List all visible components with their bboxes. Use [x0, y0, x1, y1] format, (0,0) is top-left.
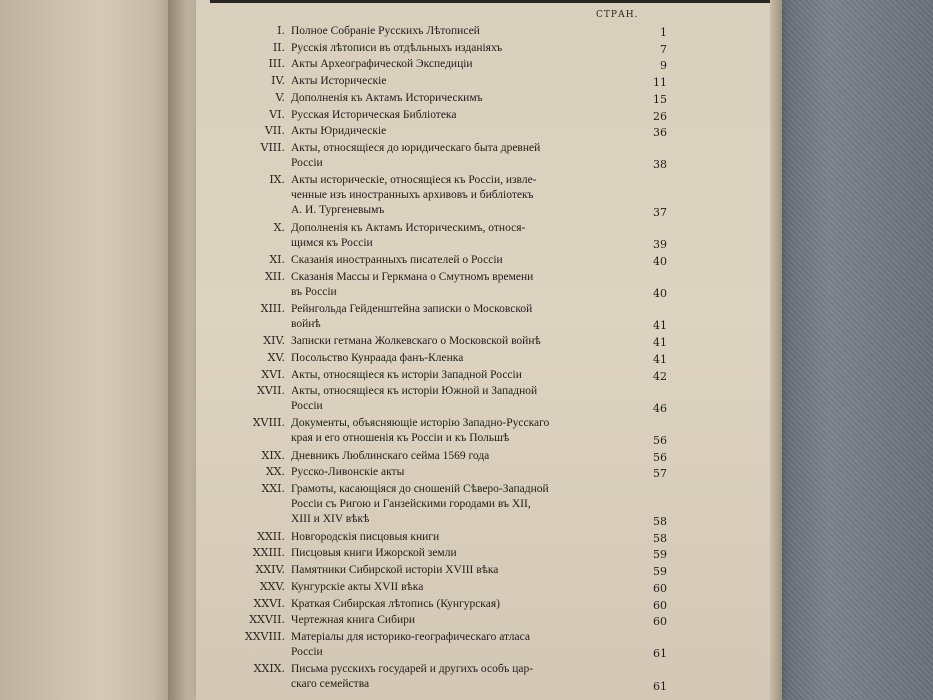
entry-number: XIX. — [261, 448, 285, 462]
entry-page-number: 26 — [653, 109, 667, 123]
toc-entry — [215, 301, 667, 333]
entry-page-number: 61 — [653, 679, 667, 693]
toc-entry — [215, 367, 667, 383]
entry-title-line: Кунгурскіе акты XVII вѣка — [291, 580, 424, 593]
entry-number: XX. — [265, 465, 285, 479]
entry-page-number: 42 — [653, 369, 667, 383]
entry-page-number: 9 — [660, 59, 667, 73]
entry-title-line: Краткая Сибирская лѣтопись (Кунгурская) — [291, 597, 500, 610]
toc-entry — [215, 220, 667, 252]
page-column-header: СТРАН. — [596, 10, 639, 20]
entry-page-number: 40 — [653, 255, 667, 268]
toc-entry — [215, 350, 667, 366]
entry-page-number: 11 — [653, 76, 667, 90]
entry-title-line: Чертежная книга Сибири — [291, 614, 416, 627]
entry-page-number: 39 — [653, 238, 667, 252]
toc-entry — [215, 579, 667, 595]
entry-page-number: 60 — [653, 598, 667, 612]
toc-entry — [215, 384, 667, 415]
entry-number: II. — [272, 40, 285, 54]
toc-entry — [215, 465, 667, 481]
entry-page-number: 37 — [653, 206, 667, 220]
entry-title-line: Русскія лѣтописи въ отдѣльныхъ изданіяхъ — [291, 41, 503, 54]
entry-title-line: Записки гетмана Жолкевскаго о Московской войнѣ — [291, 335, 541, 348]
entry-title-line: Акты, относящіеся къ исторіи Южной и Западной — [291, 385, 538, 398]
entry-number: XXVI. — [253, 596, 285, 610]
entry-number: VIII. — [260, 140, 285, 154]
toc-entry — [215, 140, 667, 172]
entry-title — [291, 416, 655, 446]
entry-page-number: 15 — [653, 92, 667, 106]
entry-title — [291, 74, 655, 89]
entry-number: I. — [277, 24, 285, 37]
entry-title-line: Россіи — [291, 156, 323, 169]
entry-number: XIV. — [263, 334, 285, 348]
entry-title — [291, 449, 655, 464]
toc-entry — [215, 662, 667, 693]
toc-entry — [215, 124, 667, 140]
entry-title — [291, 221, 655, 251]
entry-title-line: Полное Собраніе Русскихъ Лѣтописей — [291, 25, 480, 37]
entry-number: VI. — [269, 107, 285, 121]
entry-page-number: 59 — [653, 565, 667, 579]
entry-number: VII. — [264, 124, 285, 138]
entry-title — [291, 384, 655, 414]
entry-page-number: 46 — [653, 401, 667, 415]
entry-title — [291, 57, 655, 72]
entry-number: III. — [268, 57, 285, 71]
entry-title-line: Акты Археографической Экспедиціи — [291, 58, 473, 71]
entry-title — [291, 108, 655, 123]
entry-number: X. — [273, 220, 285, 234]
entry-page-number: 60 — [653, 581, 667, 595]
entry-title-line: Грамоты, касающіяся до сношеній Сѣверо-Западной — [291, 483, 549, 495]
entry-title-line: Посольство Кунраада фанъ-Кленка — [291, 351, 464, 364]
entry-title — [291, 270, 655, 300]
entry-title — [291, 334, 655, 349]
entry-title-line: Письма русскихъ государей и другихъ особъ цар- — [291, 663, 534, 676]
entry-title-line: войнѣ — [291, 317, 321, 330]
entry-title-line: Акты, относящіеся къ исторіи Западной Россіи — [291, 368, 522, 381]
entry-title — [291, 613, 655, 628]
entry-title — [291, 563, 655, 578]
entry-page-number: 38 — [653, 158, 667, 172]
entry-title — [291, 580, 655, 595]
entry-number: XI. — [269, 253, 285, 266]
entry-title — [291, 368, 655, 383]
toc-entry — [215, 334, 667, 350]
entry-number: XXIII. — [252, 546, 285, 560]
entry-number: XXIV. — [255, 563, 285, 577]
entry-title-line: Россіи съ Ригою и Ганзейскими городами въ XII, — [291, 498, 531, 510]
entry-title-line: Новгородскія писцовыя книги — [291, 530, 440, 543]
entry-page-number: 41 — [653, 319, 667, 333]
entry-page-number: 41 — [653, 352, 667, 366]
toc-entry — [215, 546, 667, 562]
entry-number: XXV. — [259, 579, 285, 593]
entry-page-number: 1 — [660, 26, 667, 39]
entry-number: XII. — [264, 269, 285, 283]
entry-number: XXVII. — [249, 613, 285, 627]
entry-title-line: XIII и XIV вѣкѣ — [291, 513, 370, 525]
entry-title — [291, 141, 655, 171]
entry-page-number: 7 — [660, 42, 667, 56]
entry-title-line: Акты, относящіеся до юридическаго быта древней — [291, 141, 541, 154]
entry-page-number: 57 — [653, 467, 667, 481]
entry-title-line: въ Россіи — [291, 285, 337, 298]
toc-entry — [215, 269, 667, 301]
entry-page-number: 59 — [653, 548, 667, 562]
entry-number: XIII. — [260, 301, 285, 315]
entry-number: XVIII. — [252, 416, 285, 430]
entry-title — [291, 91, 655, 106]
toc-entry — [215, 57, 667, 73]
entry-title — [291, 546, 655, 561]
entry-title — [291, 253, 655, 268]
entry-page-number: 58 — [653, 515, 667, 528]
toc-entry — [215, 173, 667, 220]
entry-page-number: 41 — [653, 336, 667, 350]
entry-title-line: Русско-Ливонскіе акты — [291, 466, 405, 479]
entry-number: XV. — [267, 350, 285, 364]
entry-number: XVI. — [261, 367, 285, 381]
toc-entry — [215, 596, 667, 612]
toc-entry — [215, 529, 667, 545]
entry-title — [291, 173, 655, 218]
top-rule — [210, 0, 770, 3]
entry-title-line: Россіи — [291, 400, 323, 413]
entry-page-number: 56 — [653, 450, 667, 464]
entry-title-line: края и его отношенія къ Россіи и къ Польшѣ — [291, 432, 510, 445]
entry-number: XXII. — [257, 529, 285, 543]
entry-title — [291, 24, 655, 39]
toc-entry — [215, 416, 667, 447]
entry-title-line: Акты Историческіе — [291, 75, 387, 88]
entry-title-line: Памятники Сибирской исторіи XVIII вѣка — [291, 564, 499, 577]
toc-entry — [215, 107, 667, 123]
entry-title-line: Документы, объясняющіе исторію Западно-Русскаго — [291, 417, 550, 430]
entry-number: IV. — [271, 74, 285, 88]
entry-title-line: щимся къ Россіи — [291, 236, 373, 249]
entry-number: XXI. — [261, 482, 285, 495]
entry-title-line: Акты историческіе, относящіеся къ Россіи, извле- — [291, 174, 537, 187]
entry-number: IX. — [269, 173, 285, 187]
entry-title — [291, 662, 655, 692]
toc-entry — [215, 563, 667, 579]
entry-title — [291, 530, 655, 545]
entry-number: XXVIII. — [244, 629, 285, 643]
entry-page-number: 56 — [653, 433, 667, 447]
entry-title-line: ченные изъ иностранныхъ архивовъ и библіотекъ — [291, 189, 534, 202]
entry-title-line: Сказанія иностранныхъ писателей о Россіи — [291, 254, 503, 266]
entry-title-line: Акты Юридическіе — [291, 125, 387, 138]
toc-entry — [215, 253, 667, 268]
entry-title — [291, 597, 655, 612]
entry-title — [291, 465, 655, 480]
entry-page-number: 36 — [653, 126, 667, 140]
background-cloth — [760, 0, 933, 700]
entry-title-line: Русская Историческая Библіотека — [291, 108, 457, 121]
entry-title — [291, 351, 655, 366]
entry-number: V. — [275, 90, 285, 104]
entry-title — [291, 482, 655, 527]
toc-entry — [215, 629, 667, 661]
left-page — [0, 0, 180, 700]
entry-title — [291, 630, 655, 660]
toc-entry — [215, 448, 667, 464]
entry-title-line: Россіи — [291, 645, 323, 658]
entry-title-line: Дополненія къ Актамъ Историческимъ — [291, 91, 483, 104]
toc-entry — [215, 90, 667, 106]
entry-page-number: 40 — [653, 287, 667, 301]
toc-entry — [215, 613, 667, 629]
toc-entry — [215, 482, 667, 528]
entry-page-number: 61 — [653, 647, 667, 661]
entry-title-line: А. И. Тургеневымъ — [291, 204, 385, 217]
entry-title-line: Дополненія къ Актамъ Историческимъ, относя- — [291, 221, 526, 234]
entry-title-line: скаго семейства — [291, 678, 370, 691]
entry-title-line: Писцовыя книги Ижорской земли — [291, 547, 457, 560]
entry-title — [291, 124, 655, 139]
entry-title — [291, 302, 655, 332]
entry-title-line: Рейнгольда Гейденштейна записки о Московской — [291, 302, 533, 315]
entry-number: XXIX. — [253, 662, 285, 676]
toc-entry — [215, 40, 667, 56]
entry-title-line: Сказанія Массы и Геркмана о Смутномъ времени — [291, 270, 534, 283]
entry-title-line: Матеріалы для историко-географическаго атласа — [291, 630, 530, 643]
entry-title-line: Дневникъ Люблинскаго сейма 1569 года — [291, 449, 490, 462]
entry-page-number: 58 — [653, 531, 667, 545]
entry-page-number: 60 — [653, 615, 667, 629]
entry-number: XVII. — [257, 384, 285, 398]
entry-title — [291, 41, 655, 56]
toc-entry — [215, 74, 667, 90]
page-edge — [770, 0, 782, 700]
toc-entry — [215, 24, 667, 39]
